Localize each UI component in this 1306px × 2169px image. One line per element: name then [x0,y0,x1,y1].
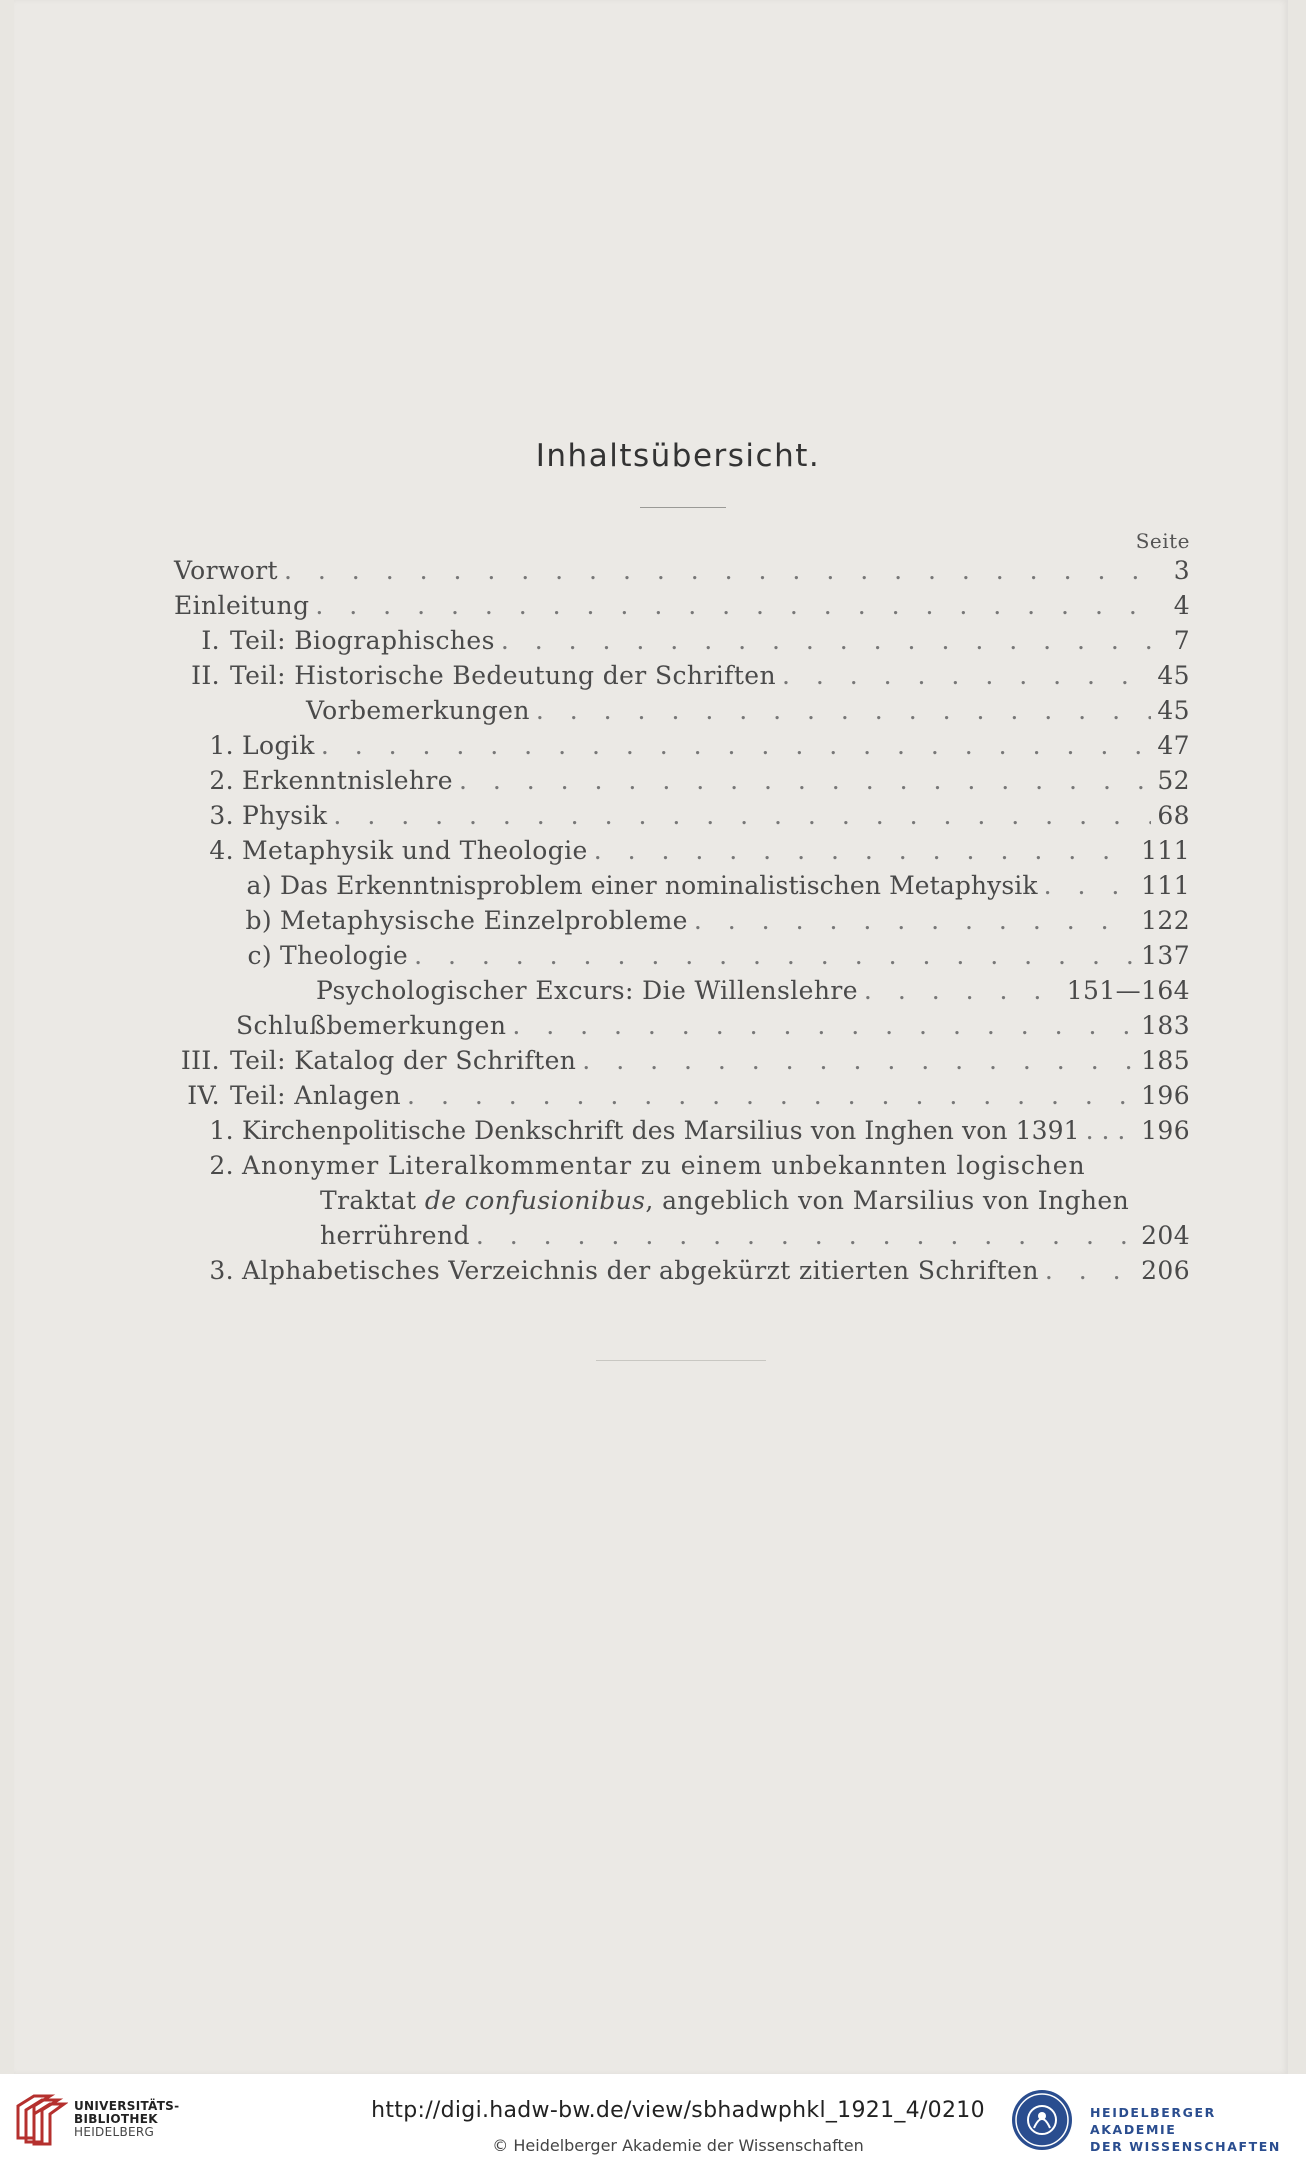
toc-number: III. [180,1046,220,1075]
toc-entry [174,833,1190,868]
toc-leader [536,693,1152,728]
toc-number: 2. [209,766,234,795]
copyright-notice: © Heidelberger Akademie der Wissenschaften [492,2136,864,2155]
toc-text: Logik [242,731,315,760]
toc-leader [459,763,1151,798]
toc-number: 3. [209,1256,234,1285]
toc-entry [174,553,1190,588]
toc-leader [1045,1253,1135,1288]
toc-page: 3 [1173,556,1190,585]
toc-page: 111 [1141,871,1190,900]
toc-page: 4 [1173,591,1190,620]
toc-entry [174,1008,1190,1043]
toc-text-line2-pre: Traktat [320,1186,417,1215]
toc-entry [174,1113,1190,1148]
seite-column-label: Seite [1135,529,1190,553]
footer-bar [0,2074,1306,2169]
toc-entry-continuation [174,1218,1190,1253]
academy-name [1090,2104,1306,2155]
toc-number: II. [191,661,220,690]
toc-entry-continuation [174,1183,1190,1218]
toc-entry [174,973,1190,1008]
toc-leader [501,623,1156,658]
toc-text-line2 [320,1183,1129,1218]
toc-leader [407,1078,1135,1113]
toc-text: Theologie [280,941,409,970]
toc-entry [174,728,1190,763]
permalink-url[interactable]: http://digi.hadw-bw.de/view/sbhadwphkl_1921_4/0210 [371,2098,985,2123]
library-line-1: UNIVERSITÄTS- [74,2099,180,2113]
library-line-2: BIBLIOTHEK [74,2112,158,2126]
toc-page: 196 [1141,1081,1190,1110]
toc-page: 151—164 [1066,976,1190,1005]
toc-page: 137 [1141,941,1190,970]
toc-page: 111 [1141,836,1190,865]
toc-leader [864,973,1061,1008]
toc-page: 185 [1141,1046,1190,1075]
toc-entry [174,903,1190,938]
toc-text: Teil: Katalog der Schriften [230,1046,577,1075]
toc-text: Teil: Biographisches [230,626,495,655]
toc-page: 206 [1141,1256,1190,1285]
toc-entry [174,1043,1190,1078]
academy-seal-icon[interactable] [1010,2088,1074,2152]
toc-leader [414,938,1135,973]
academy-line-2: DER WISSENSCHAFTEN [1090,2139,1281,2154]
toc-text: Physik [242,801,328,830]
library-line-3: HEIDELBERG [74,2125,155,2139]
toc-text-line1: Anonymer Literalkommentar zu einem unbekannten logischen [242,1151,1086,1180]
toc-number: 3. [209,801,234,830]
toc-number: b) [245,906,272,935]
toc-entry [174,868,1190,903]
toc-text: Metaphysik und Theologie [242,836,588,865]
toc-entry [174,1078,1190,1113]
toc-text: Alphabetisches Verzeichnis der abgekürzt zitierten Schriften [242,1256,1039,1285]
closing-divider [596,1360,766,1361]
toc-text: Vorbemerkungen [306,696,530,725]
page-title: Inhaltsübersicht. [535,438,821,474]
toc-text: Teil: Historische Bedeutung der Schriften [230,661,776,690]
toc-entry [174,1253,1190,1288]
toc-text-line2-italic: de confusionibus [424,1186,646,1215]
title-divider [640,507,726,508]
toc-number: 1. [209,731,234,760]
toc-text: Das Erkenntnisproblem einer nominalistischen Metaphysik [280,871,1038,900]
toc-leader [1044,868,1135,903]
toc-number: I. [201,626,220,655]
toc-leader [782,658,1151,693]
toc-entry [174,798,1190,833]
toc-text: Kirchenpolitische Denkschrift des Marsilius von Inghen von 1391 [242,1116,1080,1145]
toc-page: 68 [1157,801,1190,830]
toc-number: 4. [209,836,234,865]
toc-text: Teil: Anlagen [230,1081,402,1110]
toc-page: 204 [1141,1221,1190,1250]
toc-entry [174,658,1190,693]
toc-page: 196 [1141,1116,1190,1145]
toc-number: IV. [187,1081,220,1110]
academy-line-1: HEIDELBERGER AKADEMIE [1090,2105,1216,2137]
toc-leader [512,1008,1135,1043]
toc-page: 183 [1141,1011,1190,1040]
toc-leader [321,728,1152,763]
toc-page: 122 [1141,906,1190,935]
toc-number: a) [246,871,272,900]
toc-entry [174,623,1190,658]
toc-page: 47 [1157,731,1190,760]
toc-leader [594,833,1135,868]
toc-page: 45 [1157,696,1190,725]
toc-entry [174,938,1190,973]
toc-leader [476,1218,1135,1253]
toc-text: Vorwort [174,556,279,585]
toc-entry [174,693,1190,728]
toc-leader [582,1043,1135,1078]
toc-text: Einleitung [174,591,310,620]
toc-text: Psychologischer Excurs: Die Willenslehre [316,976,858,1005]
toc-page: 52 [1157,766,1190,795]
toc-leader [333,798,1151,833]
toc-number: 2. [209,1151,234,1180]
toc-leader [694,903,1135,938]
toc-number: 1. [209,1116,234,1145]
toc-text-line2-post: , angeblich von Marsilius von Inghen [645,1186,1130,1215]
toc-entry [174,588,1190,623]
toc-text: Erkenntnislehre [242,766,453,795]
toc-text-line3: herrührend [320,1221,470,1250]
toc-leader [315,588,1156,623]
toc-text: Metaphysische Einzelprobleme [280,906,688,935]
toc-entry [174,1148,1190,1183]
toc-page: 7 [1173,626,1190,655]
toc-entry [174,763,1190,798]
toc-leader [284,553,1156,588]
toc-page: 45 [1157,661,1190,690]
toc-text: Schlußbemerkungen [236,1011,507,1040]
toc-leader [1086,1113,1135,1148]
toc-number: c) [247,941,272,970]
